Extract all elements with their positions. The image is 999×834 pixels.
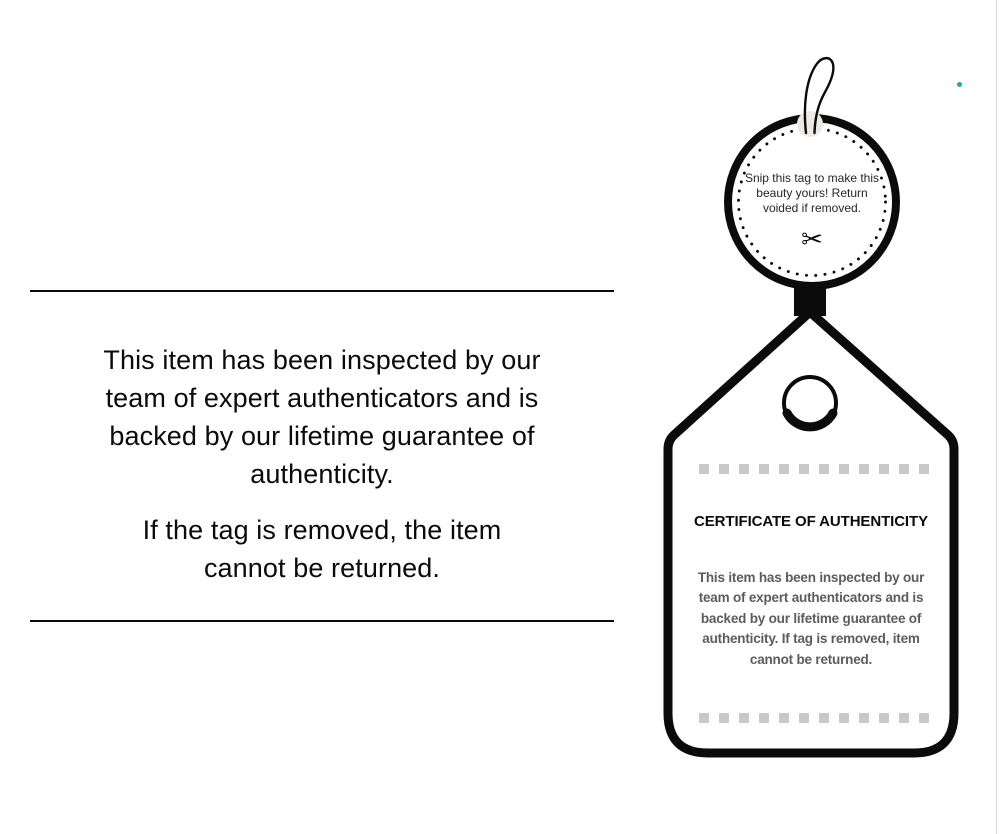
certificate-body-text <box>686 568 936 670</box>
snip-note-line: voided if removed. <box>762 201 862 216</box>
guarantee-paragraph <box>32 341 612 493</box>
string-patch <box>797 111 823 137</box>
snip-note-line: Snip this tag to make this <box>744 171 880 185</box>
certificate-body-line: team of expert authenticators and is <box>698 590 924 606</box>
guarantee-line: backed by our lifetime guarantee of <box>109 421 535 451</box>
certificate-body-line: cannot be returned. <box>749 651 873 667</box>
scissors-icon: ✂ <box>801 225 823 255</box>
removal-warning-line: If the tag is removed, the item <box>142 515 502 545</box>
guarantee-line: authenticity. <box>250 459 394 489</box>
snip-note-text <box>712 171 912 217</box>
removal-warning-paragraph <box>32 511 612 587</box>
page-edge-line <box>996 0 997 834</box>
divider-line-bottom <box>30 620 614 622</box>
removal-warning-line: cannot be returned. <box>203 553 441 583</box>
certificate-body-line: This item has been inspected by our <box>697 570 925 585</box>
collaborator-cursor-dot <box>957 82 962 87</box>
guarantee-line: This item has been inspected by our <box>103 345 541 375</box>
snip-note-line: beauty yours! Return <box>756 186 868 201</box>
certificate-body-line: backed by our lifetime guarantee of <box>700 610 922 626</box>
certificate-body-line: authenticity. If tag is removed, item <box>702 631 920 647</box>
guarantee-line: team of expert authenticators and is <box>105 383 539 413</box>
certificate-title: CERTIFICATE OF AUTHENTICITY <box>694 513 928 530</box>
divider-line-top <box>30 290 614 292</box>
